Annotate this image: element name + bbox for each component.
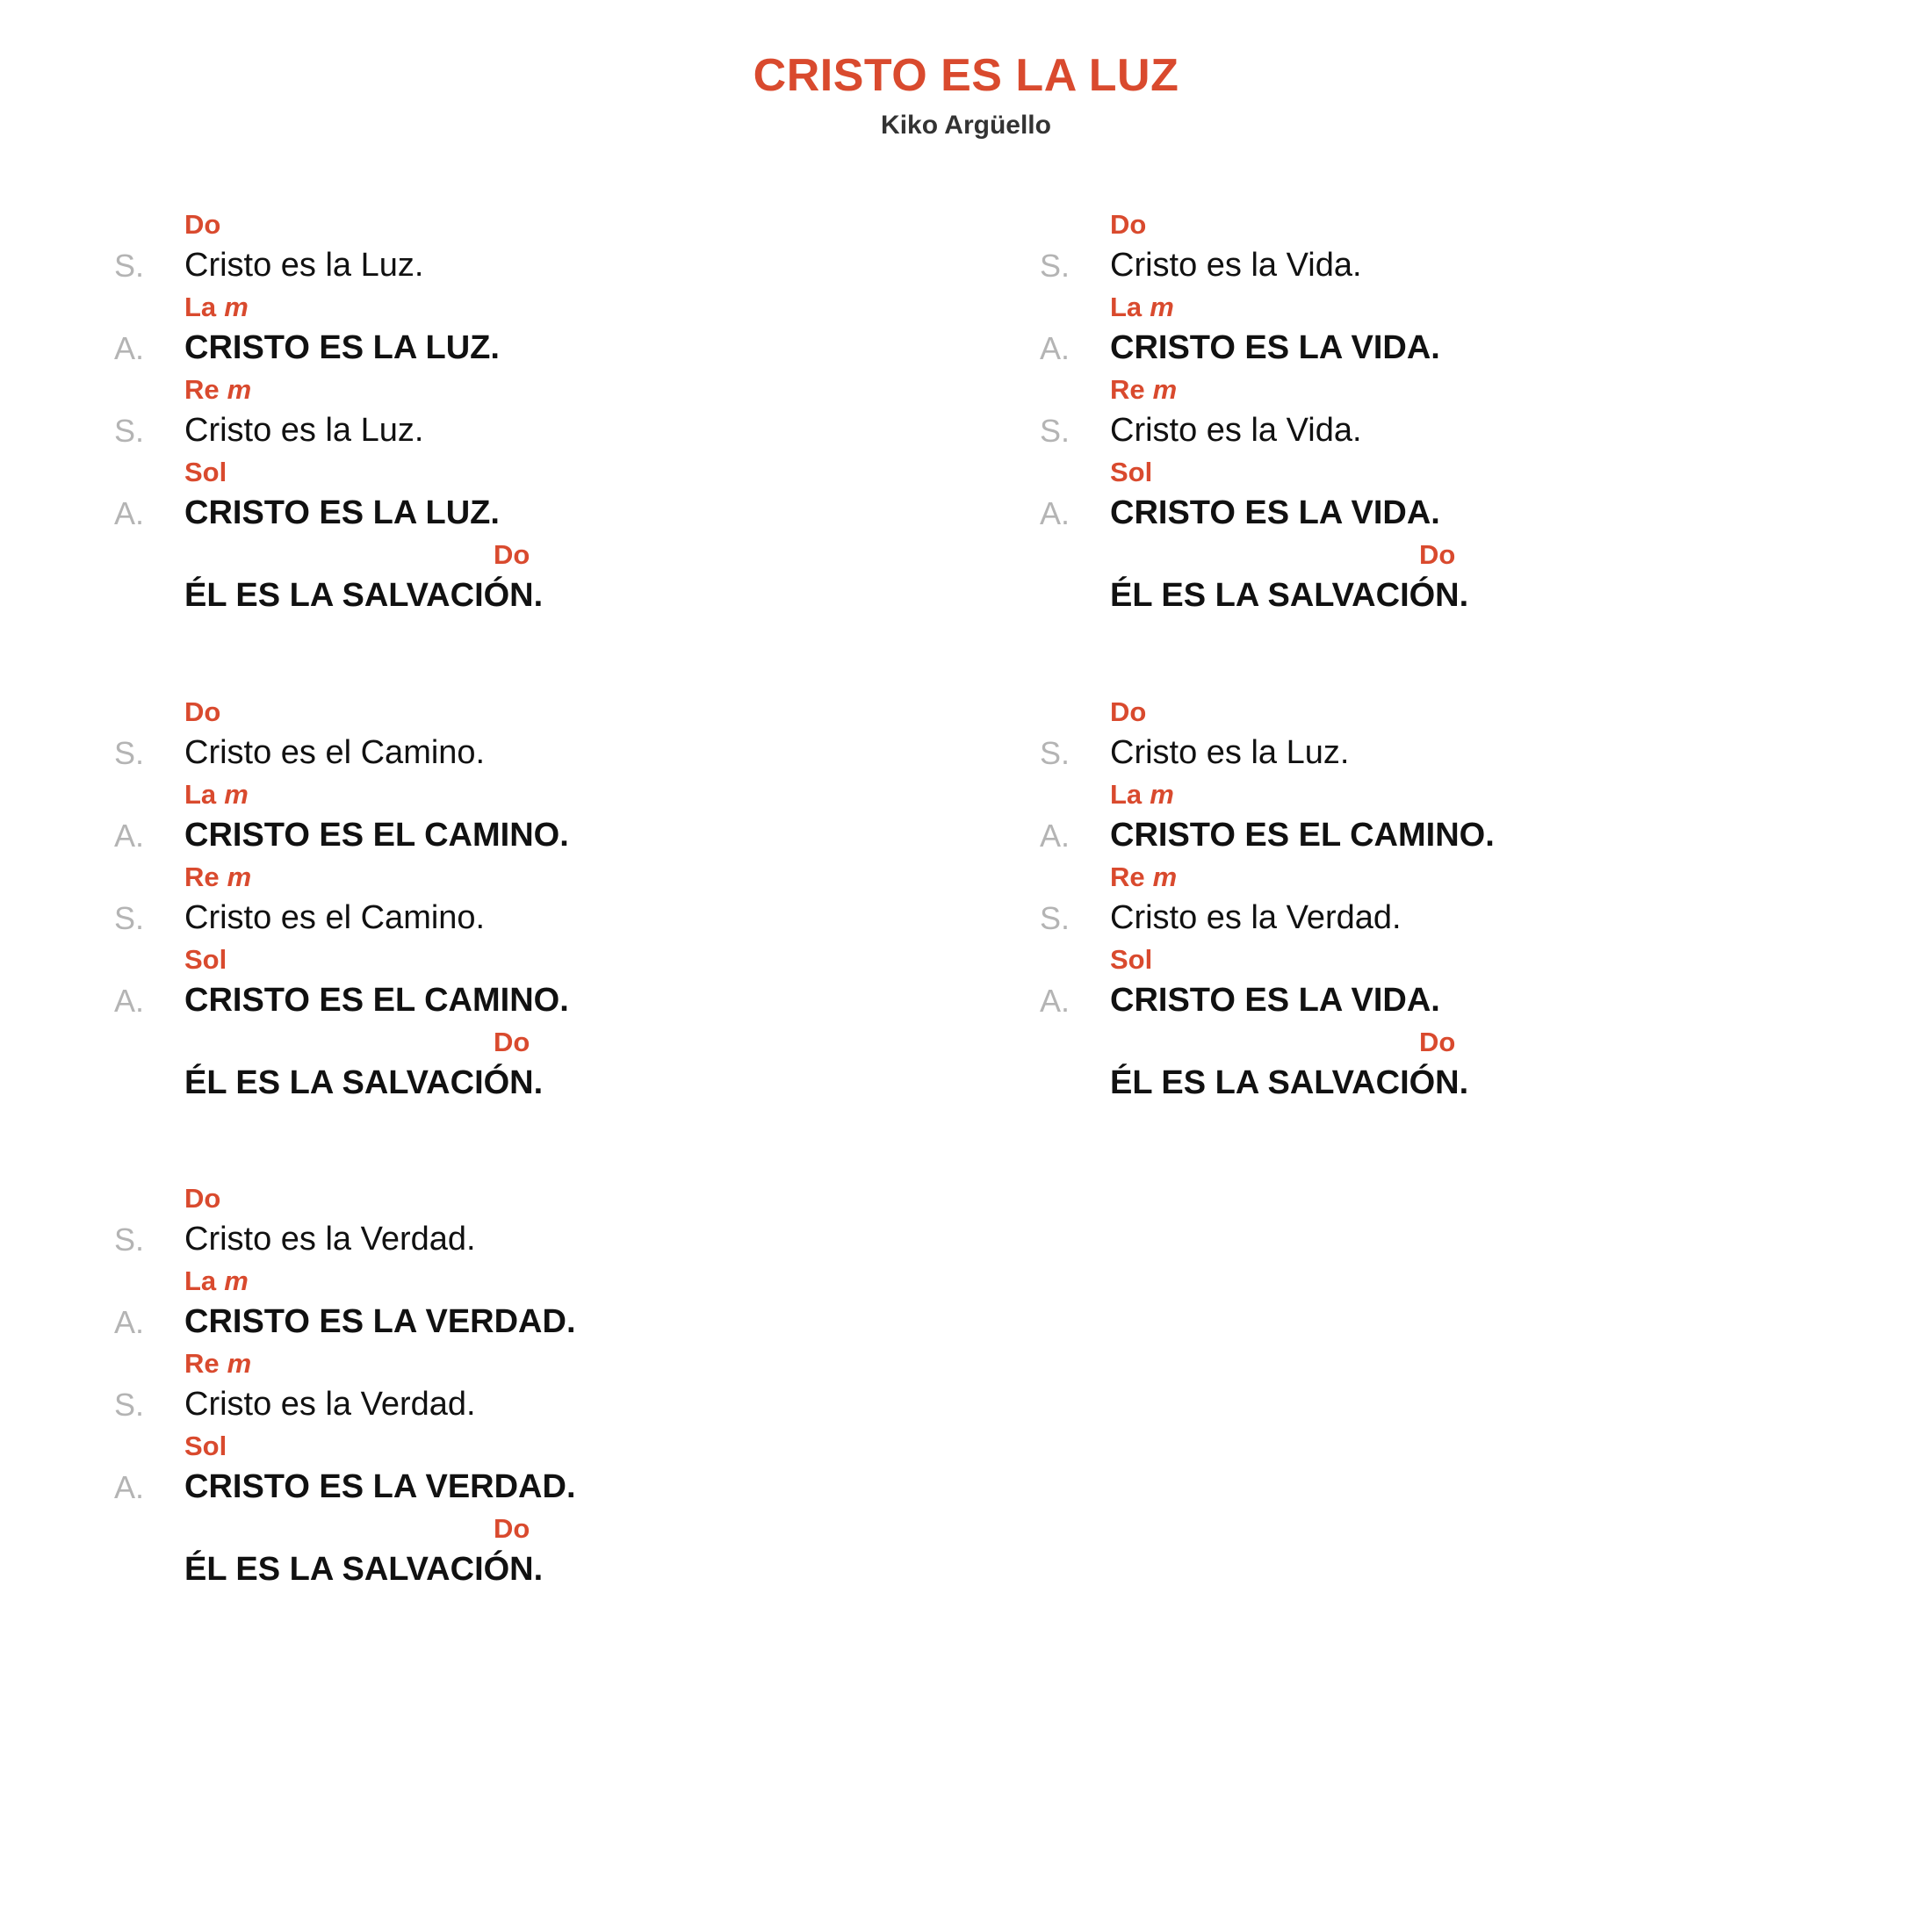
chord-quality: m xyxy=(227,861,252,892)
chord xyxy=(1110,457,1160,488)
chord xyxy=(1110,374,1177,406)
chord xyxy=(184,1348,251,1380)
chord-quality: m xyxy=(224,292,249,322)
chord-row xyxy=(114,689,905,728)
chord-root: Re xyxy=(184,374,220,405)
lyric-text: CRISTO ES LA VERDAD. xyxy=(184,1468,576,1505)
chord-row xyxy=(114,367,905,406)
chord-row xyxy=(114,532,905,571)
verse-line xyxy=(1040,532,1830,615)
lyric-text: Cristo es la Vida. xyxy=(1110,412,1362,449)
chord-row xyxy=(1040,202,1830,241)
chord-quality: m xyxy=(1150,779,1174,810)
lyric-text: Cristo es la Luz. xyxy=(1110,734,1350,771)
lyric-text: CRISTO ES EL CAMINO. xyxy=(184,817,569,854)
song-author: Kiko Argüello xyxy=(881,111,1051,140)
lyric-row xyxy=(114,1545,905,1589)
chord-row xyxy=(114,1424,905,1462)
chord-root: La xyxy=(184,1265,217,1296)
lyric-row xyxy=(114,241,905,285)
speaker-label: S. xyxy=(114,413,145,449)
lyric-text: ÉL ES LA SALVACIÓN. xyxy=(184,1551,544,1588)
chord-row xyxy=(114,772,905,811)
chord-root: Do xyxy=(494,1513,530,1544)
speaker-label: S. xyxy=(1040,900,1071,936)
stanza xyxy=(114,1176,905,1589)
speaker-label: S. xyxy=(114,900,145,936)
lyric-row xyxy=(114,1462,905,1506)
lyric-row xyxy=(114,571,905,615)
speaker-label: S. xyxy=(114,248,145,284)
chord xyxy=(1110,696,1154,728)
chord-root: Sol xyxy=(184,457,227,487)
song-title: CRISTO ES LA LUZ xyxy=(753,50,1179,101)
speaker-label: A. xyxy=(114,1304,145,1340)
chord-quality: m xyxy=(224,1265,249,1296)
chord-root: Do xyxy=(1110,696,1147,727)
verse-line xyxy=(114,1341,905,1424)
lyric-row xyxy=(114,1380,905,1424)
lyric-text: Cristo es la Luz. xyxy=(184,247,424,284)
verse-line xyxy=(114,450,905,532)
lyric-text: Cristo es la Verdad. xyxy=(1110,899,1402,936)
stanza xyxy=(1040,202,1830,615)
chord xyxy=(184,457,234,488)
chord-root: Re xyxy=(184,1348,220,1379)
chord-row xyxy=(114,854,905,893)
speaker-label: A. xyxy=(1040,330,1071,366)
lyric-row xyxy=(1040,241,1830,285)
lyric-row xyxy=(1040,1058,1830,1102)
lyric-row xyxy=(114,1058,905,1102)
verse-line xyxy=(114,1176,905,1258)
chord-root: Re xyxy=(1110,374,1145,405)
lyric-text: CRISTO ES LA VIDA. xyxy=(1110,494,1440,531)
verse-line xyxy=(1040,285,1830,367)
lyric-row xyxy=(1040,728,1830,772)
chord-row xyxy=(1040,772,1830,811)
lyric-text: CRISTO ES EL CAMINO. xyxy=(184,982,569,1019)
verse-line xyxy=(114,854,905,937)
lyric-text: CRISTO ES LA LUZ. xyxy=(184,329,500,366)
chord xyxy=(184,1183,228,1215)
chord xyxy=(184,374,251,406)
chord-root: La xyxy=(184,292,217,322)
lyric-text: ÉL ES LA SALVACIÓN. xyxy=(184,577,544,614)
lyric-text: CRISTO ES EL CAMINO. xyxy=(1110,817,1495,854)
chord-quality: m xyxy=(1150,292,1174,322)
verse-line xyxy=(1040,937,1830,1020)
chord-row xyxy=(1040,285,1830,323)
chord-quality: m xyxy=(227,374,252,405)
chord-root: Do xyxy=(494,539,530,570)
chord-row xyxy=(114,1020,905,1058)
chord-row xyxy=(114,1506,905,1545)
lyric-row xyxy=(114,323,905,367)
speaker-label: A. xyxy=(1040,983,1071,1019)
verse-line xyxy=(114,937,905,1020)
chord xyxy=(1110,292,1174,323)
chord-root: La xyxy=(1110,292,1143,322)
lyric-row xyxy=(114,488,905,532)
chord-row xyxy=(1040,450,1830,488)
chord xyxy=(494,1027,537,1058)
lyric-row xyxy=(114,811,905,854)
chord-root: La xyxy=(1110,779,1143,810)
chord-root: Sol xyxy=(1110,457,1153,487)
lyric-text: ÉL ES LA SALVACIÓN. xyxy=(1110,1064,1469,1101)
chord-root: Do xyxy=(184,696,221,727)
stanza xyxy=(114,202,905,615)
speaker-label: S. xyxy=(114,1387,145,1423)
verse-line xyxy=(114,772,905,854)
chord xyxy=(1110,861,1177,893)
lyric-text: ÉL ES LA SALVACIÓN. xyxy=(184,1064,544,1101)
chord-row xyxy=(1040,854,1830,893)
lyric-text: CRISTO ES LA VIDA. xyxy=(1110,329,1440,366)
verse-line xyxy=(114,285,905,367)
stanza xyxy=(114,689,905,1102)
verse-line xyxy=(114,689,905,772)
chord-row xyxy=(114,285,905,323)
verse-line xyxy=(114,367,905,450)
chord-row xyxy=(1040,1020,1830,1058)
chord-root: Re xyxy=(1110,861,1145,892)
chord xyxy=(1110,209,1154,241)
chord xyxy=(1419,539,1463,571)
chord-quality: m xyxy=(1152,861,1178,892)
lyric-text: ÉL ES LA SALVACIÓN. xyxy=(1110,577,1469,614)
chord-row xyxy=(1040,937,1830,976)
chord-root: Sol xyxy=(184,1431,227,1461)
lyric-row xyxy=(1040,976,1830,1020)
chord-root: Sol xyxy=(184,944,227,975)
verse-line xyxy=(114,532,905,615)
chord-root: La xyxy=(184,779,217,810)
lyric-row xyxy=(1040,811,1830,854)
verse-line xyxy=(114,1424,905,1506)
chord-quality: m xyxy=(227,1348,252,1379)
lyric-text: CRISTO ES LA VERDAD. xyxy=(184,1303,576,1340)
chord-row xyxy=(114,937,905,976)
chord xyxy=(184,861,251,893)
speaker-label: A. xyxy=(114,1469,145,1505)
chord-root: Sol xyxy=(1110,944,1153,975)
chord-row xyxy=(1040,689,1830,728)
chord xyxy=(184,696,228,728)
verse-line xyxy=(1040,854,1830,937)
chord-root: Do xyxy=(1110,209,1147,240)
lyric-row xyxy=(114,1215,905,1258)
chord xyxy=(494,1513,537,1545)
speaker-label: S. xyxy=(1040,413,1071,449)
lyric-row xyxy=(114,976,905,1020)
lyric-text: Cristo es el Camino. xyxy=(184,734,486,771)
chord xyxy=(184,1265,249,1297)
speaker-label: A. xyxy=(114,330,145,366)
chord-row xyxy=(114,202,905,241)
lyric-row xyxy=(1040,406,1830,450)
verse-line xyxy=(114,202,905,285)
speaker-label: S. xyxy=(114,735,145,771)
chord-row xyxy=(1040,532,1830,571)
lyric-text: Cristo es la Verdad. xyxy=(184,1221,476,1258)
lyric-row xyxy=(1040,893,1830,937)
verse-line xyxy=(1040,367,1830,450)
chord-quality: m xyxy=(1152,374,1178,405)
chord xyxy=(184,779,249,811)
chord-root: Re xyxy=(184,861,220,892)
verse-line xyxy=(1040,450,1830,532)
chord-row xyxy=(1040,367,1830,406)
chord-root: Do xyxy=(494,1027,530,1057)
chord xyxy=(1110,944,1160,976)
chord xyxy=(184,292,249,323)
lyric-row xyxy=(114,406,905,450)
lyric-row xyxy=(1040,571,1830,615)
chord xyxy=(184,1431,234,1462)
chord xyxy=(1419,1027,1463,1058)
lyric-text: Cristo es el Camino. xyxy=(184,899,486,936)
chord-row xyxy=(114,1176,905,1215)
lyric-text: Cristo es la Vida. xyxy=(1110,247,1362,284)
lyric-row xyxy=(114,728,905,772)
verse-line xyxy=(1040,689,1830,772)
chord xyxy=(1110,779,1174,811)
chord xyxy=(184,944,234,976)
chord-root: Do xyxy=(184,1183,221,1214)
chord-row xyxy=(114,450,905,488)
speaker-label: A. xyxy=(1040,495,1071,531)
chord-row xyxy=(114,1258,905,1297)
chord-quality: m xyxy=(224,779,249,810)
speaker-label: S. xyxy=(1040,248,1071,284)
chord xyxy=(494,539,537,571)
verse-line xyxy=(114,1258,905,1341)
lyric-text: Cristo es la Verdad. xyxy=(184,1386,476,1423)
verse-line xyxy=(114,1020,905,1102)
speaker-label: A. xyxy=(114,983,145,1019)
verse-line xyxy=(1040,772,1830,854)
verse-line xyxy=(114,1506,905,1589)
lyric-row xyxy=(1040,488,1830,532)
lyric-text: Cristo es la Luz. xyxy=(184,412,424,449)
speaker-label: A. xyxy=(114,818,145,854)
speaker-label: S. xyxy=(1040,735,1071,771)
lyric-text: CRISTO ES LA VIDA. xyxy=(1110,982,1440,1019)
chord-root: Do xyxy=(1419,1027,1456,1057)
chord-root: Do xyxy=(184,209,221,240)
verse-line xyxy=(1040,1020,1830,1102)
lyric-row xyxy=(114,1297,905,1341)
verse-line xyxy=(1040,202,1830,285)
stanza xyxy=(1040,689,1830,1102)
chord xyxy=(184,209,228,241)
lyric-row xyxy=(1040,323,1830,367)
chord-root: Do xyxy=(1419,539,1456,570)
speaker-label: A. xyxy=(1040,818,1071,854)
lyric-text: CRISTO ES LA LUZ. xyxy=(184,494,500,531)
lyric-row xyxy=(114,893,905,937)
chord-row xyxy=(114,1341,905,1380)
speaker-label: A. xyxy=(114,495,145,531)
speaker-label: S. xyxy=(114,1222,145,1258)
